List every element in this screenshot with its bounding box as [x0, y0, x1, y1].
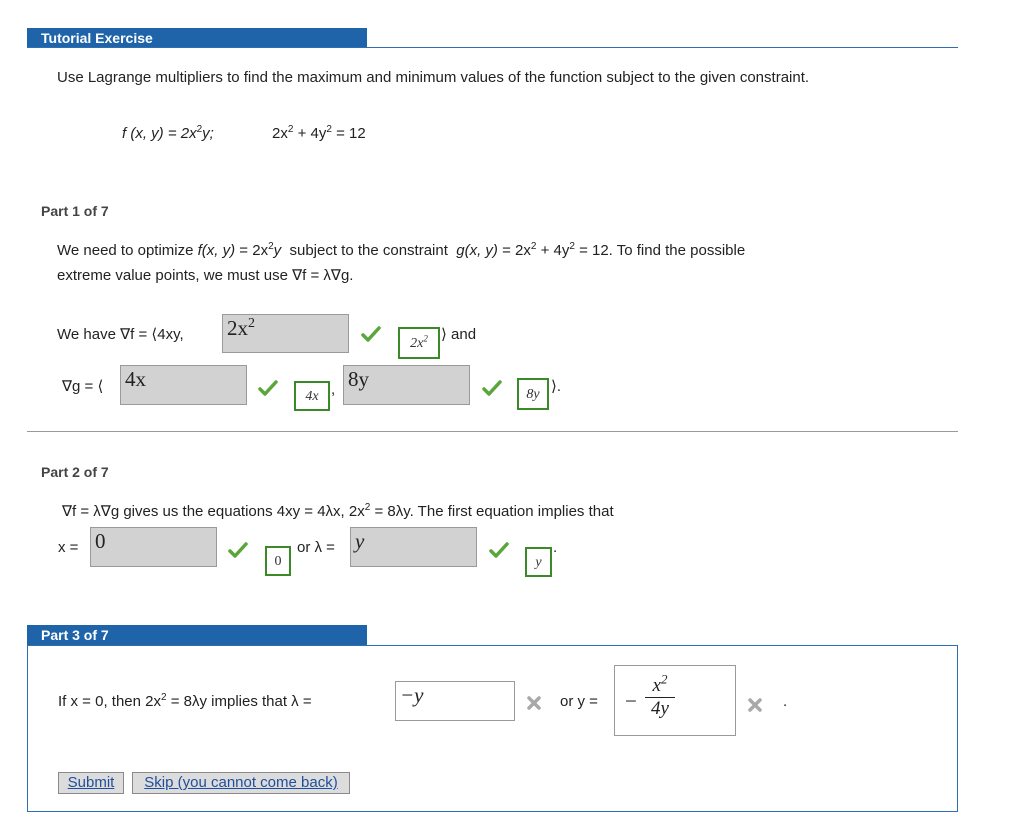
- grad-f-prefix: We have ∇f = ⟨4xy,: [57, 326, 184, 343]
- grad-g-suffix: ⟩.: [551, 378, 562, 395]
- part3-lambda-input[interactable]: −y: [395, 681, 515, 721]
- part2-label: Part 2 of 7: [41, 464, 109, 480]
- correct-check-icon: [482, 380, 502, 400]
- part2-line1: ∇f = λ∇g gives us the equations 4xy = 4λx, $2x^2 = 8\lambda y$. The first equation implies that: [62, 502, 614, 520]
- y-input-fraction: $x^2$ 4y: [645, 676, 675, 719]
- tutorial-exercise-tab: [27, 28, 367, 48]
- submit-button[interactable]: Submit: [58, 772, 124, 794]
- header-rule: [27, 47, 958, 48]
- grad-g-feedback-2: 8y: [517, 378, 549, 410]
- x-equals-label: x =: [58, 539, 79, 556]
- correct-check-icon: [258, 380, 278, 400]
- part1-line1: We need to optimize f(x, $y) = 2x^2y$ subject to the constraint g(x, $y) = 2x^2 + 4y^2 = 12$. To find the possible: [57, 241, 746, 259]
- grad-g-answer-input-2[interactable]: 8y: [343, 365, 470, 405]
- y-input-sign: −: [625, 689, 637, 713]
- part2-period: .: [553, 539, 558, 556]
- or-y-label: or y =: [560, 693, 598, 710]
- skip-button[interactable]: Skip (you cannot come back): [132, 772, 350, 794]
- grad-g-prefix: ∇g = ⟨: [62, 378, 104, 395]
- correct-check-icon: [228, 542, 248, 562]
- correct-check-icon: [361, 326, 381, 346]
- part1-line2: extreme value points, we must use ∇f = λ∇g.: [57, 267, 354, 284]
- part3-label: Part 3 of 7: [41, 627, 109, 643]
- x-answer-input[interactable]: 0: [90, 527, 217, 567]
- part3-period: .: [783, 693, 788, 710]
- lambda-feedback: y: [525, 547, 552, 577]
- x-feedback: 0: [265, 546, 291, 576]
- part3-y-input[interactable]: [614, 665, 736, 736]
- part-separator: [27, 431, 958, 432]
- grad-g-answer-input-1[interactable]: 4x: [120, 365, 247, 405]
- problem-function: f (x, $y) = 2x^2y$;: [122, 124, 214, 142]
- grad-f-suffix: ⟩ and: [441, 326, 477, 343]
- grad-f-feedback: $2x^2$: [398, 327, 440, 359]
- grad-g-comma: ,: [331, 381, 336, 398]
- part3-line: If x = 0, then $2x^2 = 8\lambda y$ implies that λ =: [58, 692, 312, 710]
- incorrect-x-icon: [747, 697, 763, 717]
- grad-f-answer-input[interactable]: $2x^2$: [222, 314, 349, 353]
- lambda-answer-input[interactable]: y: [350, 527, 477, 567]
- tab-title: Tutorial Exercise: [41, 30, 153, 46]
- incorrect-x-icon: [526, 695, 542, 715]
- problem-constraint: $2x^2 + 4y^2 = 12$: [272, 124, 366, 142]
- problem-instruction: Use Lagrange multipliers to find the maximum and minimum values of the function subject to the given constraint.: [57, 69, 810, 86]
- grad-g-feedback-1: 4x: [294, 381, 330, 411]
- part3-tab: [27, 625, 367, 645]
- or-lambda-label: or λ =: [297, 539, 335, 556]
- correct-check-icon: [489, 542, 509, 562]
- part1-label: Part 1 of 7: [41, 203, 109, 219]
